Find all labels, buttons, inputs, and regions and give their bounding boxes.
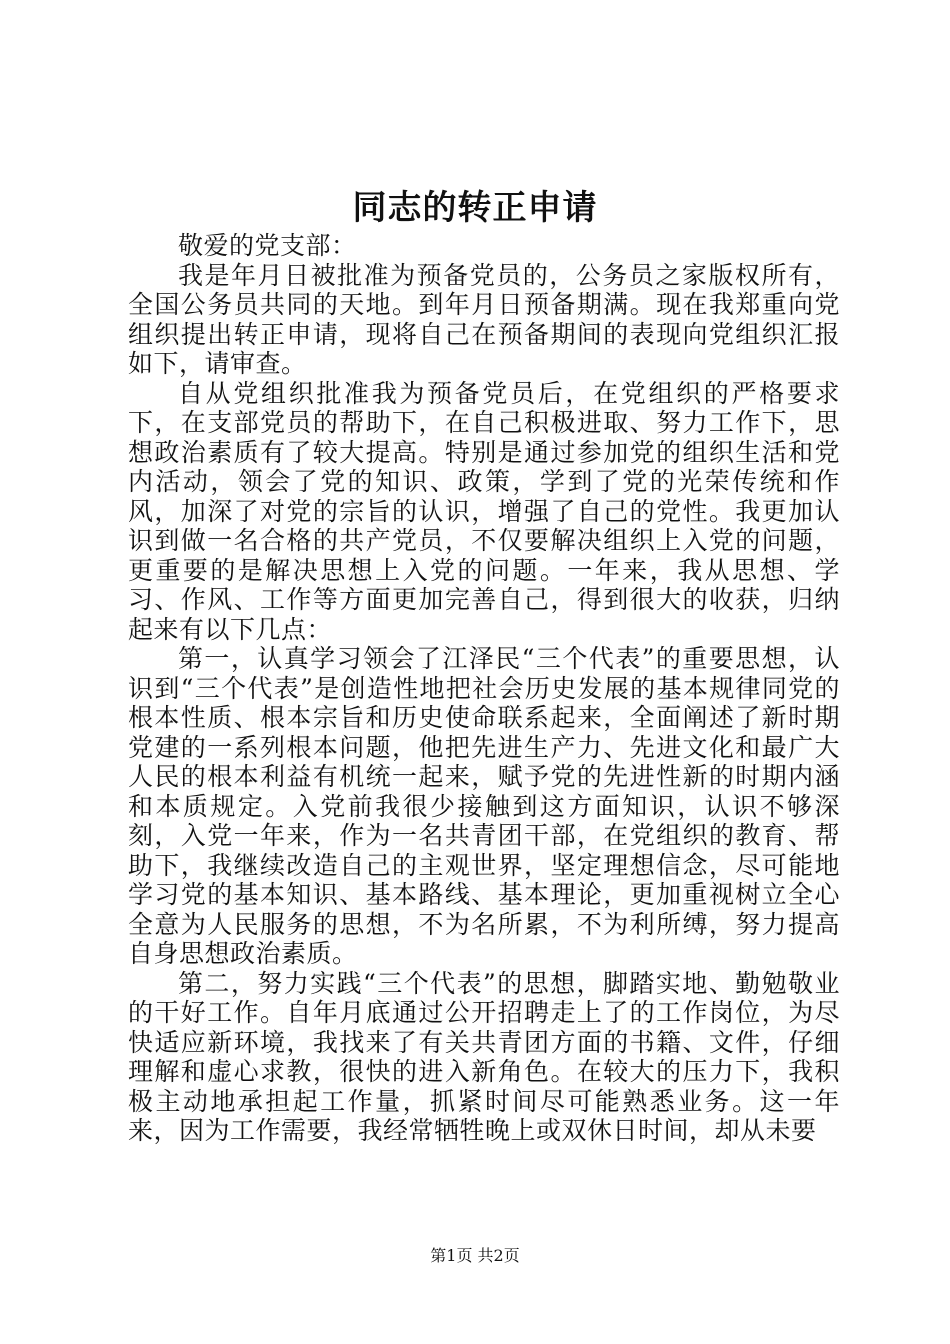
- paragraph: 第一，认真学习领会了江泽民“三个代表”的重要思想，认识到“三个代表”是创造性地把社会历史发展的基本规律同党的根本性质、根本宗旨和历史使命联系起来，全面阐述了新时期党建的一系列根本问题，他把先进生产力、先进文化和最广大人民的根本利益有机统一起来，赋予党的先进性新的时期内涵和本质规定。入党前我很少接触到这方面知识，认识不够深刻，入党一年来，作为一名共青团干部，在党组织的教育、帮助下，我继续改造自己的主观世界，坚定理想信念，尽可能地学习党的基本知识、基本路线、基本理论，更加重视树立全心全意为人民服务的思想，不为名所累，不为利所缚，努力提高自身思想政治素质。: [128, 644, 840, 968]
- paragraph: 自从党组织批准我为预备党员后，在党组织的严格要求下，在支部党员的帮助下，在自己积极进取、努力工作下，思想政治素质有了较大提高。特别是通过参加党的组织生活和党内活动，领会了党的知识、政策，学到了党的光荣传统和作风，加深了对党的宗旨的认识，增强了自己的党性。我更加认识到做一名合格的共产党员，不仅要解决组织上入党的问题，更重要的是解决思想上入党的问题。一年来，我从思想、学习、作风、工作等方面更加完善自己，得到很大的收获，归纳起来有以下几点：: [128, 378, 840, 644]
- paragraph: 第二，努力实践“三个代表”的思想，脚踏实地、勤勉敬业的干好工作。自年月底通过公开招聘走上了的工作岗位，为尽快适应新环境，我找来了有关共青团方面的书籍、文件，仔细理解和虚心求教，很快的进入新角色。在较大的压力下，我积极主动地承担起工作量，抓紧时间尽可能熟悉业务。这一年来，因为工作需要，我经常牺牲晚上或双休日时间，却从未要: [128, 968, 840, 1145]
- document-body: [128, 231, 840, 1146]
- document-title: 同志的转正申请: [352, 188, 598, 228]
- paragraph: 我是年月日被批准为预备党员的，公务员之家版权所有，全国公务员共同的天地。到年月日预备期满。现在我郑重向党组织提出转正申请，现将自己在预备期间的表现向党组织汇报如下，请审查。: [128, 260, 840, 378]
- page-number-footer: 第1页 共2页: [430, 1246, 520, 1265]
- salutation: 敬爱的党支部：: [178, 231, 357, 260]
